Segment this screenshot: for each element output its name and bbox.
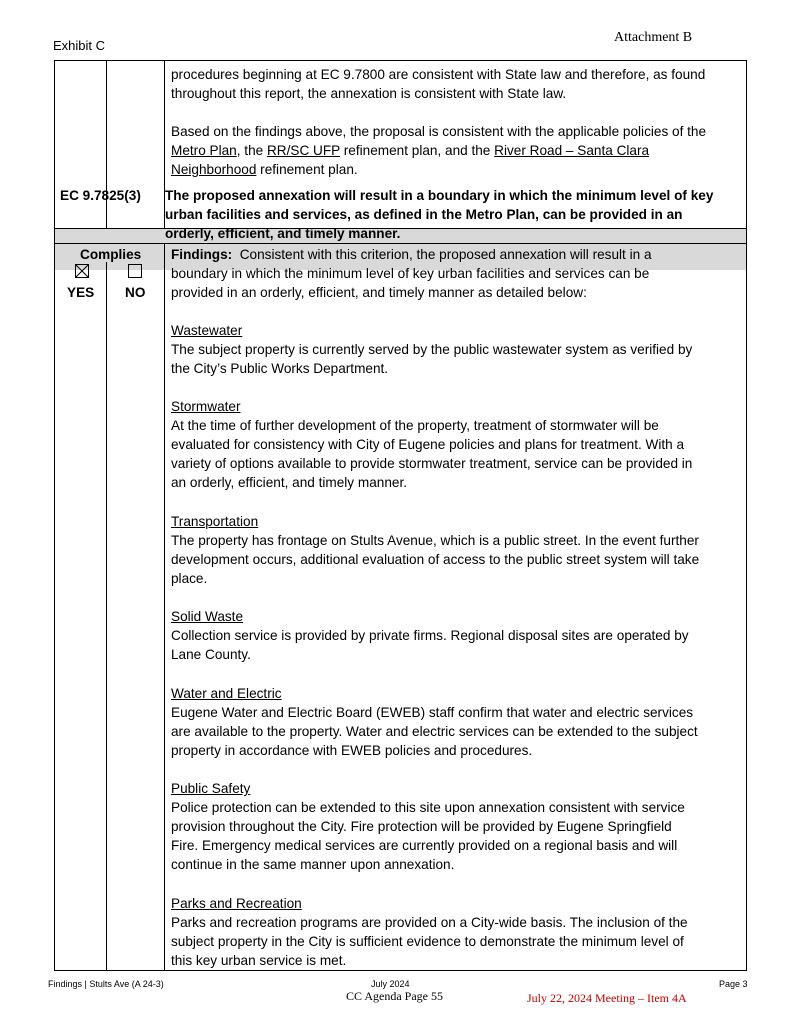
meeting-label: July 22, 2024 Meeting – Item 4A <box>527 991 687 1005</box>
section-line: Police protection can be extended to this site upon annexation consistent with service <box>171 800 685 815</box>
section-line: this key urban service is met. <box>171 953 347 968</box>
section-line: place. <box>171 571 208 586</box>
ufp-link[interactable]: RR/SC UFP <box>266 143 340 158</box>
complies-label: Complies <box>80 247 142 262</box>
text-span: refinement plan. <box>256 162 358 177</box>
section-line: variety of options available to provide stormwater treatment, service can be provided in <box>171 456 693 471</box>
yes-no-divider <box>106 262 107 971</box>
column-divider <box>164 243 165 971</box>
findings-label: Findings: <box>171 247 233 262</box>
table-bottom-border <box>54 970 747 971</box>
attachment-label: Attachment B <box>614 30 693 45</box>
table-right-border <box>746 60 747 971</box>
section-heading-transportation: Transportation <box>171 514 259 529</box>
criterion-text: The proposed annexation will result in a boundary in which the minimum level of key <box>165 188 714 203</box>
criterion-text: urban facilities and services, as defined in the Metro Plan, can be provided in an <box>165 207 683 222</box>
footer-date: July 2024 <box>371 979 410 989</box>
consistency-paragraph-line <box>171 141 649 160</box>
section-line: The property has frontage on Stults Avenue, which is a public street. In the event further <box>171 533 699 548</box>
criterion-code: EC 9.7825(3) <box>60 188 141 203</box>
section-line: property in accordance with EWEB policies and procedures. <box>171 743 533 758</box>
section-line: Parks and recreation programs are provided on a City-wide basis. The inclusion of the <box>171 915 688 930</box>
neighborhood-link[interactable]: Neighborhood <box>171 162 257 177</box>
section-heading-parks-recreation: Parks and Recreation <box>171 896 302 911</box>
findings-intro <box>171 245 652 264</box>
agenda-page-label: CC Agenda Page 55 <box>346 989 443 1003</box>
consistency-paragraph-line <box>171 160 358 179</box>
criterion-text: orderly, efficient, and timely manner. <box>165 226 401 241</box>
no-checkbox[interactable] <box>128 264 142 278</box>
table-top-border <box>54 60 747 61</box>
section-line: are available to the property. Water and electric services can be extended to the subject <box>171 724 698 739</box>
findings-intro: provided in an orderly, efficient, and timely manner as detailed below: <box>171 285 587 300</box>
no-label: NO <box>125 285 146 300</box>
findings-intro: boundary in which the minimum level of key urban facilities and services can be <box>171 266 650 281</box>
section-line: an orderly, efficient, and timely manner. <box>171 475 407 490</box>
section-heading-stormwater: Stormwater <box>171 399 241 414</box>
section-line: At the time of further development of the property, treatment of stormwater will be <box>171 418 659 433</box>
section-line: continue in the same manner upon annexation. <box>171 857 455 872</box>
section-heading-wastewater: Wastewater <box>171 323 243 338</box>
checked-x-icon <box>76 265 88 277</box>
section-heading-solid-waste: Solid Waste <box>171 609 244 624</box>
footer-page-number: Page 3 <box>719 979 748 989</box>
section-line: the City’s Public Works Department. <box>171 361 389 376</box>
row-divider <box>54 228 747 229</box>
text-span: , the <box>236 143 267 158</box>
row-divider <box>54 243 747 244</box>
continued-paragraph: throughout this report, the annexation is consistent with State law. <box>171 86 567 101</box>
text-span: refinement plan, and the <box>339 143 495 158</box>
footer-doc-title: Findings | Stults Ave (A 24-3) <box>48 979 164 989</box>
section-line: development occurs, additional evaluation of access to the public street system will take <box>171 552 700 567</box>
table-left-border <box>54 60 55 971</box>
continued-paragraph: procedures beginning at EC 9.7800 are consistent with State law and therefore, as found <box>171 67 706 82</box>
yes-checkbox[interactable] <box>75 264 89 278</box>
exhibit-label: Exhibit C <box>53 38 106 53</box>
findings-intro-text: Consistent with this criterion, the proposed annexation will result in a <box>232 247 652 262</box>
river-road-link[interactable]: River Road – Santa Clara <box>494 143 650 158</box>
consistency-paragraph: Based on the findings above, the proposal is consistent with the applicable policies of the <box>171 124 707 139</box>
section-heading-water-electric: Water and Electric <box>171 686 282 701</box>
section-line: Fire. Emergency medical services are currently provided on a regional basis and will <box>171 838 678 853</box>
yes-label: YES <box>67 285 95 300</box>
section-line: Lane County. <box>171 647 251 662</box>
section-line: provision throughout the City. Fire protection will be provided by Eugene Springfield <box>171 819 672 834</box>
section-line: subject property in the City is sufficient evidence to demonstrate the minimum level of <box>171 934 684 949</box>
section-line: Collection service is provided by private firms. Regional disposal sites are operated by <box>171 628 689 643</box>
section-heading-public-safety: Public Safety <box>171 781 251 796</box>
section-line: evaluated for consistency with City of Eugene policies and plans for treatment. With a <box>171 437 685 452</box>
section-line: The subject property is currently served by the public wastewater system as verified by <box>171 342 693 357</box>
metro-plan-link[interactable]: Metro Plan <box>171 143 237 158</box>
section-line: Eugene Water and Electric Board (EWEB) staff confirm that water and electric services <box>171 705 694 720</box>
